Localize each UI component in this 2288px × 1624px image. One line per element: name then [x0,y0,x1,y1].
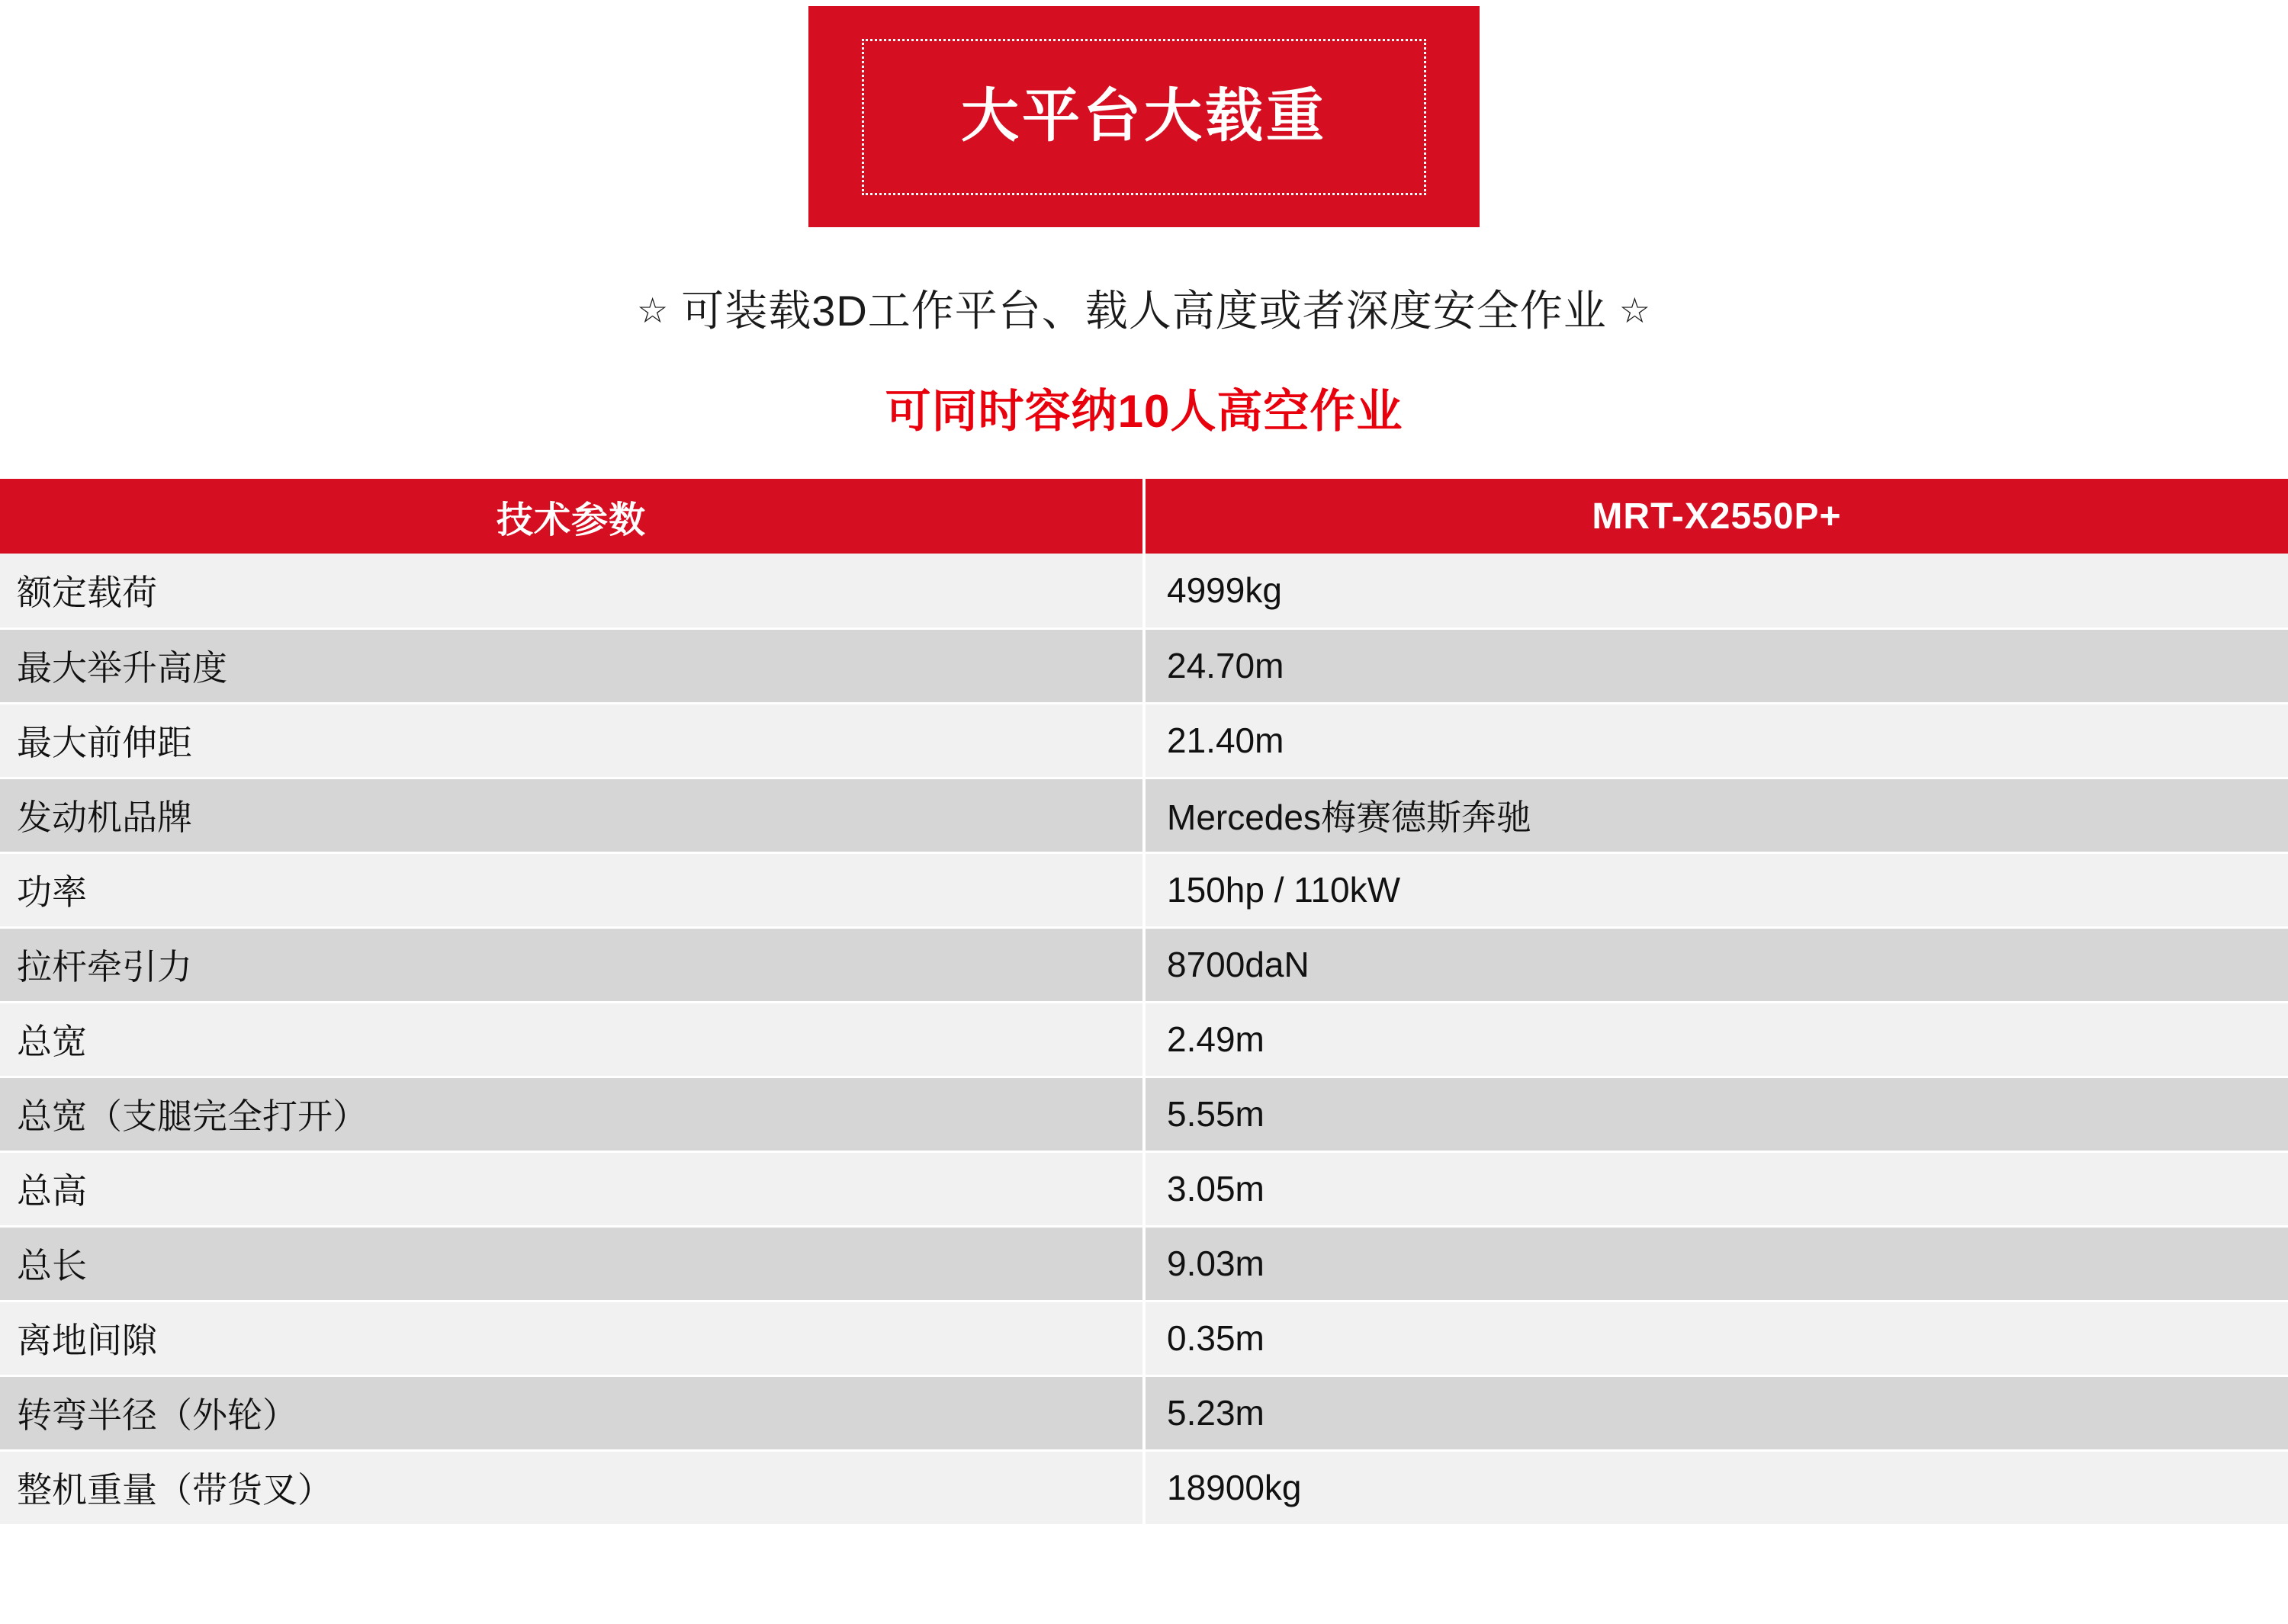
row-parameter: 整机重量（带货叉） [0,1450,1144,1525]
table-row [0,703,2288,778]
table-row [0,1301,2288,1375]
row-value: 21.40m [1144,703,2288,778]
table-row [0,927,2288,1002]
row-value: Mercedes梅赛德斯奔驰 [1144,778,2288,852]
subtitle-primary-text: 可装载3D工作平台、载人高度或者深度安全作业 [681,287,1607,335]
row-parameter: 功率 [0,852,1144,927]
row-parameter: 离地间隙 [0,1301,1144,1375]
row-value: 4999kg [1144,554,2288,628]
row-parameter: 总宽（支腿完全打开） [0,1077,1144,1151]
headline-title: 大平台大载重 [961,84,1327,149]
table-row [0,628,2288,703]
banner-container [0,0,2288,227]
table-row [0,778,2288,852]
subtitle-secondary: 可同时容纳10人高空作业 [885,386,1403,437]
star-icon-left: ☆ [636,290,670,330]
row-value: 24.70m [1144,628,2288,703]
table-row [0,1002,2288,1077]
table-body [0,554,2288,1525]
table-row [0,1226,2288,1301]
row-value: 9.03m [1144,1226,2288,1301]
table-row [0,1375,2288,1450]
row-value: 8700daN [1144,927,2288,1002]
table-header-row [0,479,2288,554]
row-parameter: 总宽 [0,1002,1144,1077]
table-row [0,1151,2288,1226]
headline-banner [808,6,1480,227]
row-parameter: 总长 [0,1226,1144,1301]
row-parameter: 拉杆牵引力 [0,927,1144,1002]
row-value: 18900kg [1144,1450,2288,1525]
headline-banner-border [862,39,1426,195]
subtitle-primary [0,278,2288,339]
row-value: 5.55m [1144,1077,2288,1151]
table-row [0,554,2288,628]
row-parameter: 最大举升高度 [0,628,1144,703]
row-parameter: 发动机品牌 [0,778,1144,852]
row-parameter: 最大前伸距 [0,703,1144,778]
row-parameter: 额定载荷 [0,554,1144,628]
row-value: 3.05m [1144,1151,2288,1226]
row-parameter: 总高 [0,1151,1144,1226]
table-row [0,1450,2288,1525]
table-row [0,1077,2288,1151]
row-value: 2.49m [1144,1002,2288,1077]
table-header [0,479,2288,554]
column-header-parameter: 技术参数 [0,479,1144,554]
column-header-model: MRT-X2550P+ [1144,479,2288,554]
row-value: 5.23m [1144,1375,2288,1450]
star-icon-right: ☆ [1618,290,1652,330]
specifications-table [0,479,2288,1526]
table-row [0,852,2288,927]
row-parameter: 转弯半径（外轮） [0,1375,1144,1450]
row-value: 150hp / 110kW [1144,852,2288,927]
row-value: 0.35m [1144,1301,2288,1375]
